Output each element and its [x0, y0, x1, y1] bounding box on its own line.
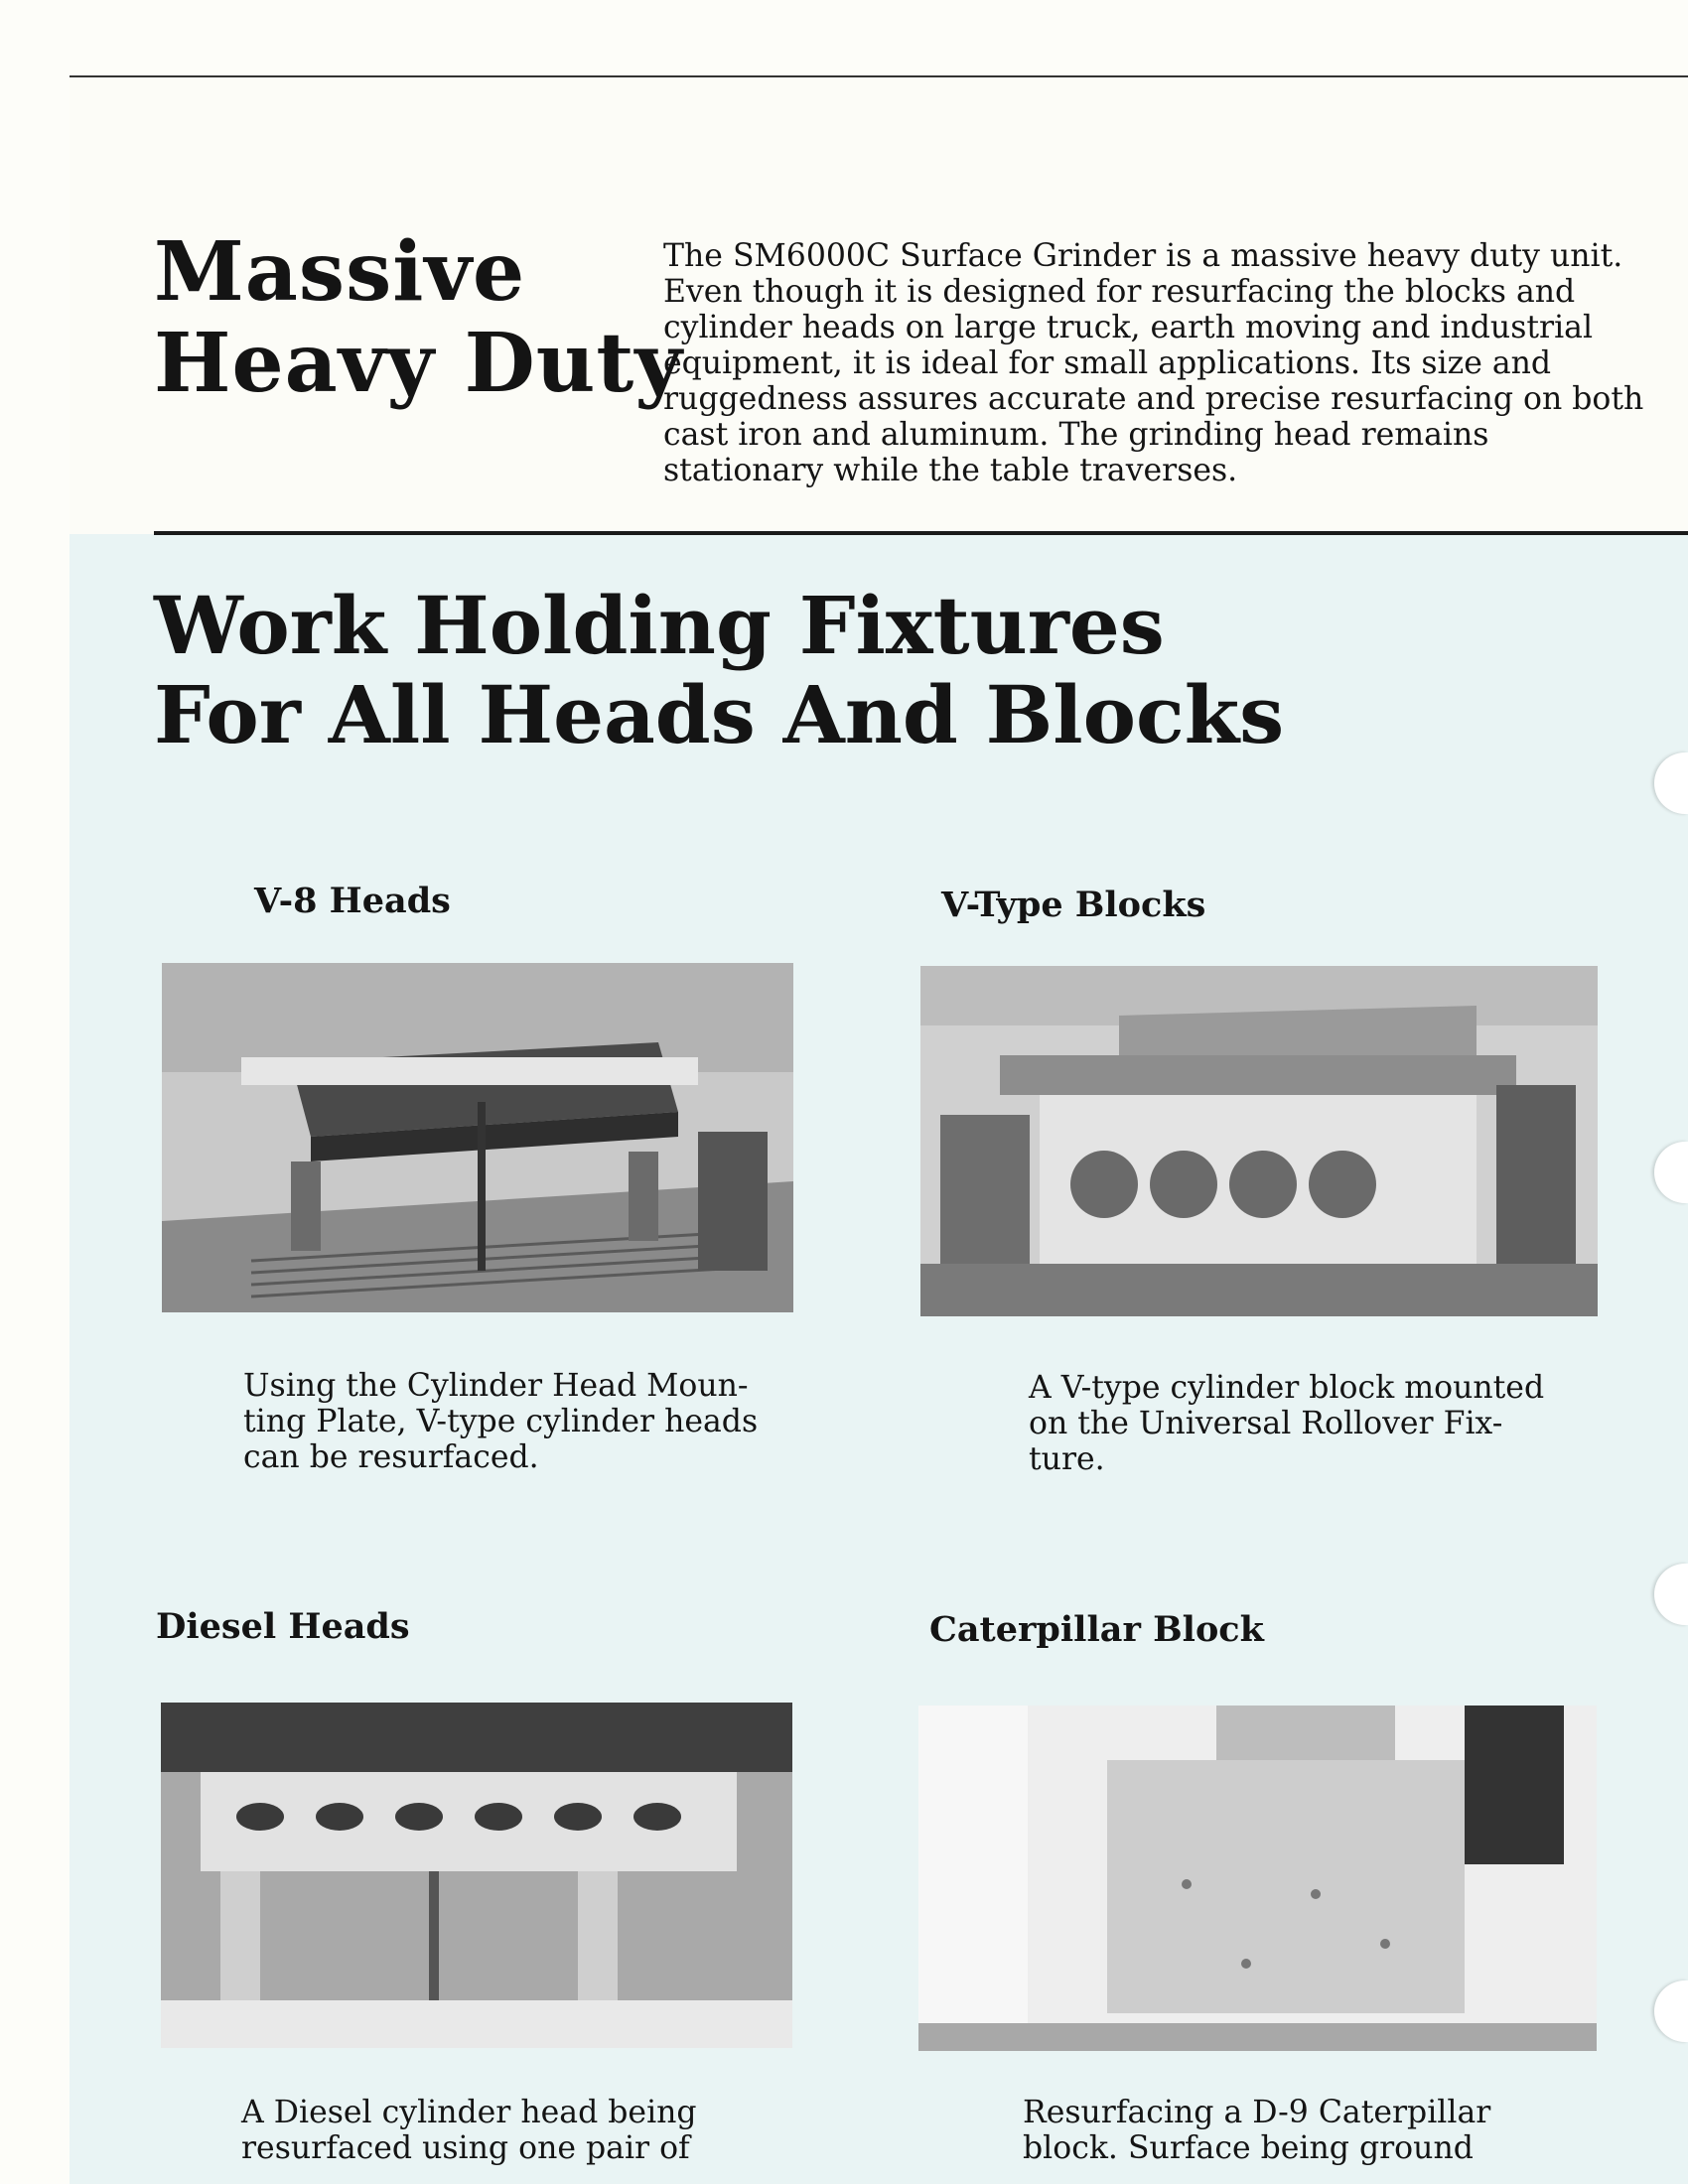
caterpillar-block-photo: [918, 1706, 1597, 2051]
v8-heads-caption: [243, 1368, 779, 1475]
caption-line: block. Surface being ground: [1023, 2130, 1474, 2166]
caption-line: A Diesel cylinder head being: [241, 2095, 697, 2130]
section-title-line-2: For All Heads And Blocks: [154, 668, 1285, 761]
card-title-v-type-blocks: V-Type Blocks: [941, 885, 1206, 925]
diesel-heads-photo: [161, 1703, 792, 2048]
caption-line: can be resurfaced.: [243, 1439, 539, 1475]
hero-title-line-2: Heavy Duty: [154, 316, 683, 411]
caption-line: Resurfacing a D-9 Caterpillar: [1023, 2095, 1491, 2130]
hero-title: [154, 226, 683, 409]
section-title-line-1: Work Holding Fixtures: [154, 579, 1165, 672]
caption-line: Using the Cylinder Head Moun-: [243, 1368, 749, 1404]
hero-description: The SM6000C Surface Grinder is a massive heavy duty unit. Even though it is designed for resurfacing the blocks and cylinder heads on large truck, earth moving and industrial equipment, it is ideal for small applications. Its size and ruggedness assures accurate and precise resurfacing on both cast iron and aluminum. The grinding head remains stationary while the table traverses.: [663, 238, 1644, 488]
caption-line: on the Universal Rollover Fix-: [1029, 1406, 1503, 1441]
hero-title-line-1: Massive: [154, 224, 526, 320]
caption-line: ture.: [1029, 1441, 1105, 1477]
v-type-blocks-caption: [1029, 1370, 1585, 1477]
card-title-v8-heads: V-8 Heads: [254, 881, 451, 921]
v-type-blocks-photo: [920, 966, 1598, 1316]
diesel-heads-caption: [241, 2095, 777, 2166]
section-divider: [154, 531, 1688, 535]
caption-line: A V-type cylinder block mounted: [1029, 1370, 1545, 1406]
card-title-diesel-heads: Diesel Heads: [156, 1606, 410, 1647]
section-title: [154, 581, 1284, 759]
card-title-caterpillar-block: Caterpillar Block: [929, 1609, 1264, 1650]
v8-heads-photo: [162, 963, 793, 1312]
caption-line: ting Plate, V-type cylinder heads: [243, 1404, 759, 1439]
caption-line: resurfaced using one pair of: [241, 2130, 690, 2166]
caterpillar-block-caption: [1023, 2095, 1579, 2166]
